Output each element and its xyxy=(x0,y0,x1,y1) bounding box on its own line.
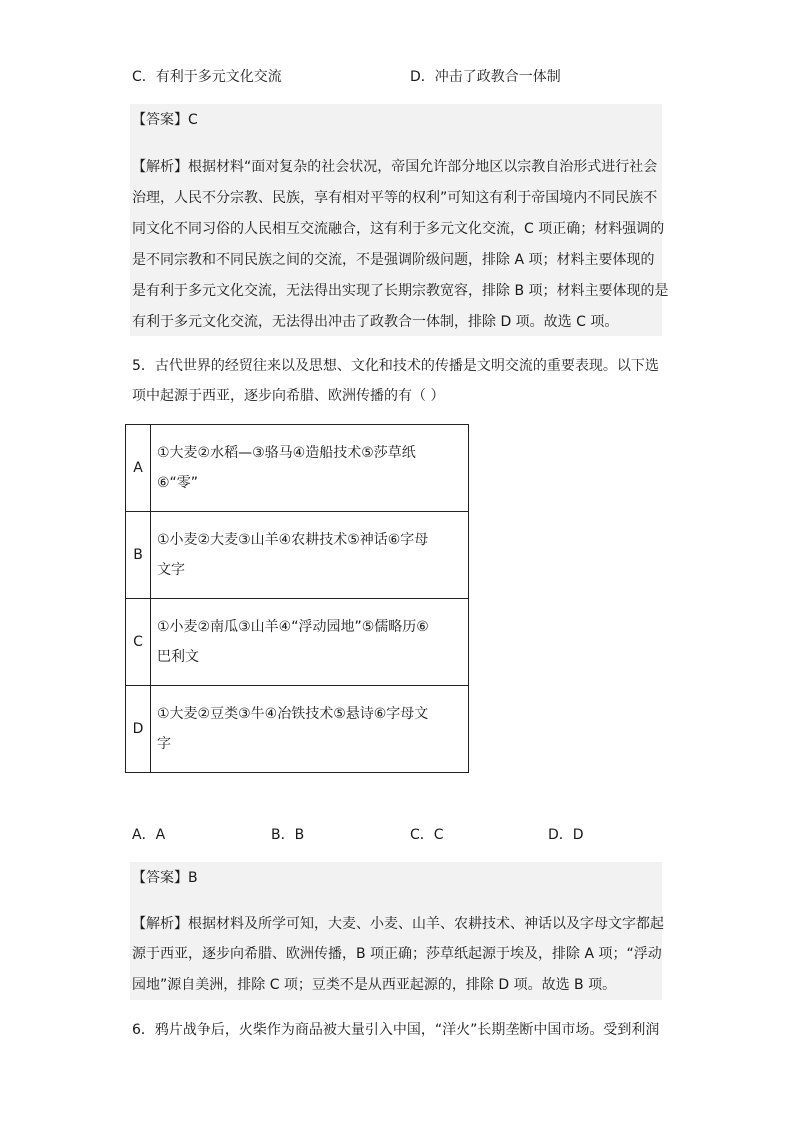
row-label: C xyxy=(126,599,151,686)
analysis-label: 【解析】 xyxy=(132,916,188,932)
q4-answer-block xyxy=(130,104,669,336)
q6-stem-line-1: 6．鸦片战争后，火柴作为商品被大量引入中国，“洋火”长期垄断中国市场。受到利润 xyxy=(132,1022,660,1038)
table-row xyxy=(126,686,469,773)
q4-analysis-line-1: 【解析】根据材料“面对复杂的社会状况，帝国允许部分地区以宗教自治形式进行社会 xyxy=(132,159,658,175)
choice-d: D．D xyxy=(548,827,584,843)
choice-b: B．B xyxy=(271,827,305,843)
q4-analysis-line-2: 治理，人民不分宗教、民族，享有相对平等的权利”可知这有利于帝国境内不同民族不 xyxy=(132,190,658,206)
table-row xyxy=(126,599,469,686)
row-content: ①大麦②豆类③牛④冶铁技术⑤悬诗⑥字母文 字 xyxy=(151,686,469,773)
row-label: B xyxy=(126,512,151,599)
prev-question-options xyxy=(132,66,672,88)
q5-answer-block xyxy=(130,862,662,1000)
table-row xyxy=(126,512,469,599)
q5-choices xyxy=(132,824,672,846)
q5-stem-line-2: 项中起源于西亚，逐步向希腊、欧洲传播的有（ ） xyxy=(132,388,445,404)
row-content: ①小麦②大麦③山羊④农耕技术⑤神话⑥字母 文字 xyxy=(151,512,469,599)
q5-stem-line-1: 5．古代世界的经贸往来以及思想、文化和技术的传播是文明交流的重要表现。以下选 xyxy=(132,358,659,374)
q5-analysis-line-3: 园地”源自美洲，排除 C 项；豆类不是从西亚起源的，排除 D 项。故选 B 项。 xyxy=(132,977,617,993)
answer-value: B xyxy=(188,870,198,886)
row-label: A xyxy=(126,425,151,512)
analysis-label: 【解析】 xyxy=(132,159,188,175)
answer-label: 【答案】 xyxy=(132,112,188,128)
row-content: ①小麦②南瓜③山羊④“浮动园地”⑤儒略历⑥ 巴利文 xyxy=(151,599,469,686)
row-label: D xyxy=(126,686,151,773)
answer-label: 【答案】 xyxy=(132,870,188,886)
q5-answer xyxy=(132,868,198,888)
q5-analysis-line-2: 源于西亚，逐步向希腊、欧洲传播，B 项正确；莎草纸起源于埃及，排除 A 项；“浮动 xyxy=(132,946,662,962)
q5-analysis-line-1: 【解析】根据材料及所学可知，大麦、小麦、山羊、农耕技术、神话以及字母文字都起 xyxy=(132,916,664,932)
q4-analysis-line-3: 同文化不同习俗的人民相互交流融合，这有利于多元文化交流，C 项正确；材料强调的 xyxy=(132,221,665,237)
q4-analysis-line-5: 是有利于多元文化交流，无法得出实现了长期宗教宽容，排除 B 项；材料主要体现的是 xyxy=(132,283,669,299)
answer-value: C xyxy=(188,112,198,128)
choice-a: A．A xyxy=(132,827,166,843)
option-c: C．有利于多元文化交流 xyxy=(132,69,282,85)
q4-analysis-line-4: 是不同宗教和不同民族之间的交流，不是强调阶级问题，排除 A 项；材料主要体现的 xyxy=(132,252,655,268)
q4-analysis-line-6: 有利于多元文化交流，无法得出冲击了政教合一体制，排除 D 项。故选 C 项。 xyxy=(132,314,619,330)
table-row xyxy=(126,425,469,512)
row-content: ①大麦②水稻—③骆马④造船技术⑤莎草纸 ⑥“零” xyxy=(151,425,469,512)
q5-options-table xyxy=(125,424,469,773)
q4-answer xyxy=(132,110,198,130)
option-d: D．冲击了政教合一体制 xyxy=(410,69,561,85)
choice-c: C．C xyxy=(410,827,444,843)
